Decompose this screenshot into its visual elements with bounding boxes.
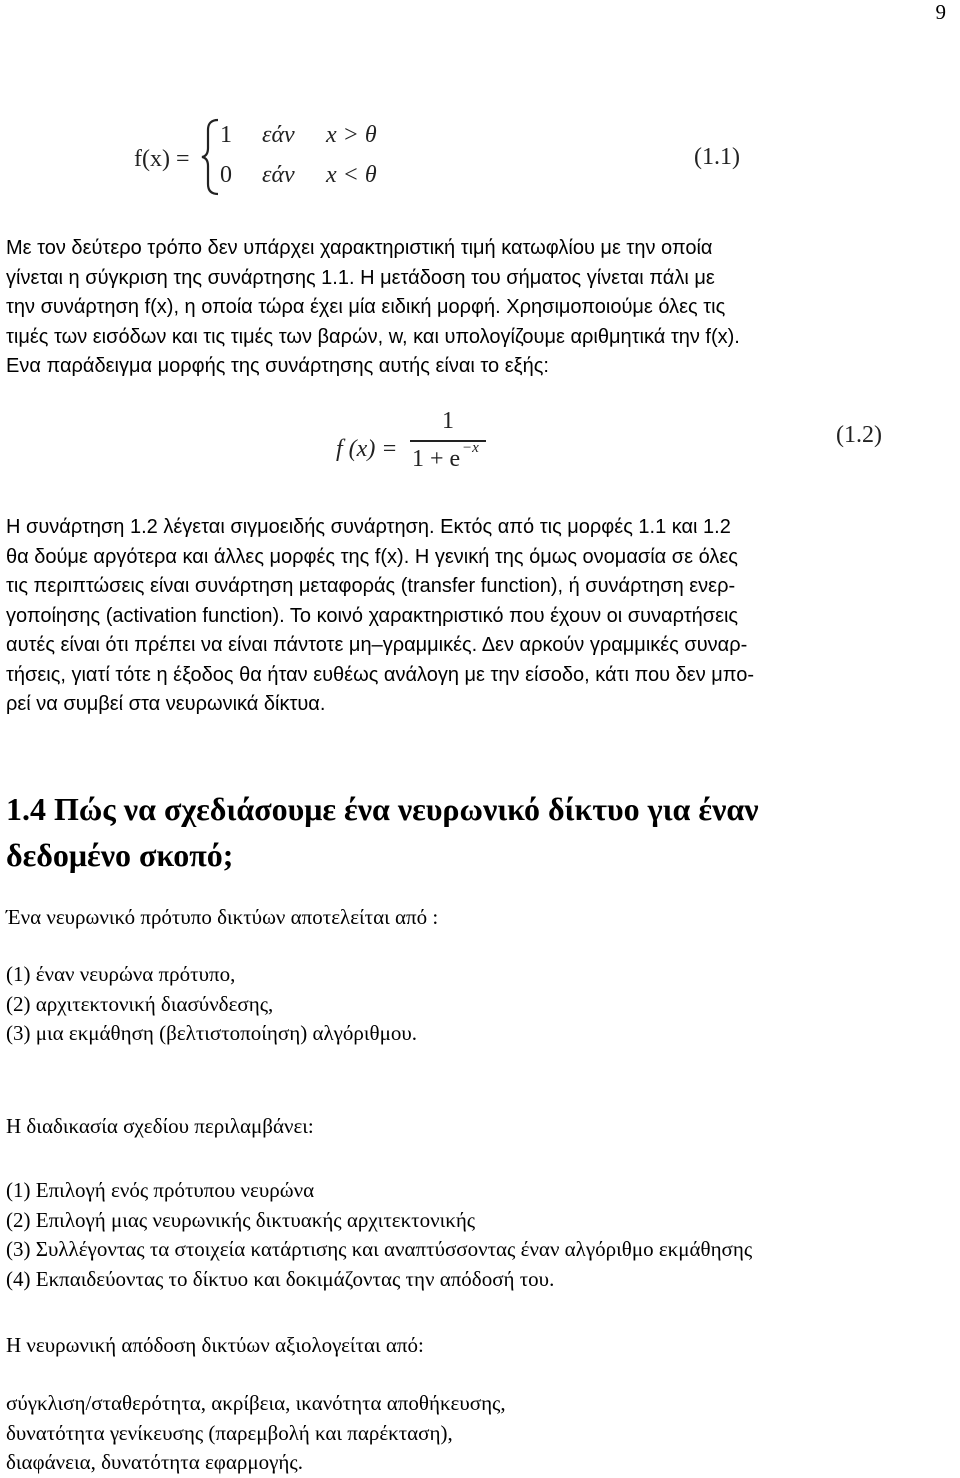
page-number: 9 (935, 0, 946, 24)
paragraph-2-line-5: αυτές είναι ότι πρέπει να είναι πάντοτε μη–γραμμικές. Δεν αρκούν γραμμικές συναρ- (6, 634, 748, 656)
equation-1-case2-word: εάν (262, 162, 295, 188)
paragraph-1 (6, 234, 951, 382)
equation-2-denominator-base: 1 + e (412, 446, 461, 472)
intro-text-3: Η νευρωνική απόδοση δικτύων αξιολογείται από: (6, 1333, 424, 1357)
list-item: (3) Συλλέγοντας τα στοιχεία κατάρτισης και αναπτύσσοντας έναν αλγόριθμο εκμάθησης (6, 1237, 753, 1261)
list-item: (1) έναν νευρώνα πρότυπο, (6, 962, 236, 986)
paragraph-1-line-4: τιμές των εισόδων και τις τιμές των βαρών, w, και υπολογίζουμε αριθμητικά την f(x). (6, 325, 740, 348)
list-item: διαφάνεια, δυνατότητα εφαρμογής. (6, 1450, 303, 1474)
paragraph-1-line-2: γίνεται η σύγκριση της συνάρτησης 1.1. Η μετάδοση του σήματος γίνεται πάλι με (6, 266, 715, 289)
intro-text-1: Ένα νευρωνικό πρότυπο δικτύων αποτελείται από : (6, 905, 439, 929)
intro-text-2: Η διαδικασία σχεδίου περιλαμβάνει: (6, 1114, 314, 1138)
paragraph-2-line-2: θα δούμε αργότερα και άλλες μορφές της f(x). Η γενική της όμως ονομασία σε όλες (6, 545, 738, 568)
list-item: (2) αρχιτεκτονική διασύνδεσης, (6, 991, 274, 1016)
equation-1-label: (1.1) (694, 144, 740, 170)
equation-1-case2-cond: x < θ (326, 162, 377, 188)
equation-1-case1-value: 1 (220, 122, 232, 148)
list-item: (4) Εκπαιδεύοντας το δίκτυο και δοκιμάζοντας την απόδοσή του. (6, 1266, 555, 1291)
equation-1-case1-word: εάν (262, 122, 295, 148)
paragraph-2-line-7: ρεί να συμβεί στα νευρωνικά δίκτυα. (6, 693, 326, 715)
equation-1-case2-value: 0 (220, 162, 232, 188)
list-item: (3) μια εκμάθηση (βελτιστοποίηση) αλγόριθμου. (6, 1021, 418, 1045)
paragraph-1-line-5: Ενα παράδειγμα μορφής της συνάρτησης αυτής είναι το εξής: (6, 355, 549, 377)
paragraph-2 (6, 513, 951, 720)
paragraph-2-line-6: τήσεις, γιατί τότε η έξοδος θα ήταν ευθέως ανάλογη με την είσοδο, κάτι που δεν μπο- (6, 663, 755, 686)
list-design-process (6, 1176, 752, 1294)
equation-2-label: (1.2) (836, 422, 882, 448)
paragraph-1-line-1: Με τον δεύτερο τρόπο δεν υπάρχει χαρακτηριστική τιμή κατωφλίου με την οποία (6, 237, 713, 259)
equation-1-lhs: f(x) = (134, 146, 190, 172)
paragraph-1-line-3: την συνάρτηση f(x), η οποία τώρα έχει μία ειδική μορφή. Χρησιμοποιούμε όλες τις (6, 296, 726, 318)
list-item: δυνατότητα γενίκευσης (παρεμβολή και παρέκταση), (6, 1420, 453, 1445)
section-heading-line-2: δεδομένο σκοπό; (6, 837, 234, 873)
left-brace-icon (200, 118, 222, 196)
paragraph-2-line-1: Η συνάρτηση 1.2 λέγεται σιγμοειδής συνάρτηση. Εκτός από τις μορφές 1.1 και 1.2 (6, 516, 731, 538)
paragraph-2-line-3: τις περιπτώσεις είναι συνάρτηση μεταφοράς (transfer function), ή συνάρτηση ενερ- (6, 575, 736, 597)
list-item: (1) Επιλογή ενός πρότυπου νευρώνα (6, 1178, 315, 1202)
equation-2-numerator: 1 (442, 408, 454, 434)
list-evaluation-criteria (6, 1389, 506, 1478)
list-item: (2) Επιλογή μιας νευρωνικής δικτυακής αρχιτεκτονικής (6, 1207, 476, 1232)
section-heading-line-1: 1.4 Πώς να σχεδιάσουμε ένα νευρωνικό δίκτυο για έναν (6, 791, 759, 827)
paragraph-2-line-4: γοποίησης (activation function). Το κοινό χαρακτηριστικό που έχουν οι συναρτήσεις (6, 604, 739, 627)
section-heading (6, 786, 951, 878)
equation-2-denominator-exponent: −x (462, 440, 479, 456)
equation-1-case1-cond: x > θ (326, 122, 377, 148)
list-network-model (6, 960, 417, 1049)
list-item: σύγκλιση/σταθερότητα, ακρίβεια, ικανότητα αποθήκευσης, (6, 1391, 506, 1415)
equation-2-lhs: f (x) = (336, 436, 398, 462)
